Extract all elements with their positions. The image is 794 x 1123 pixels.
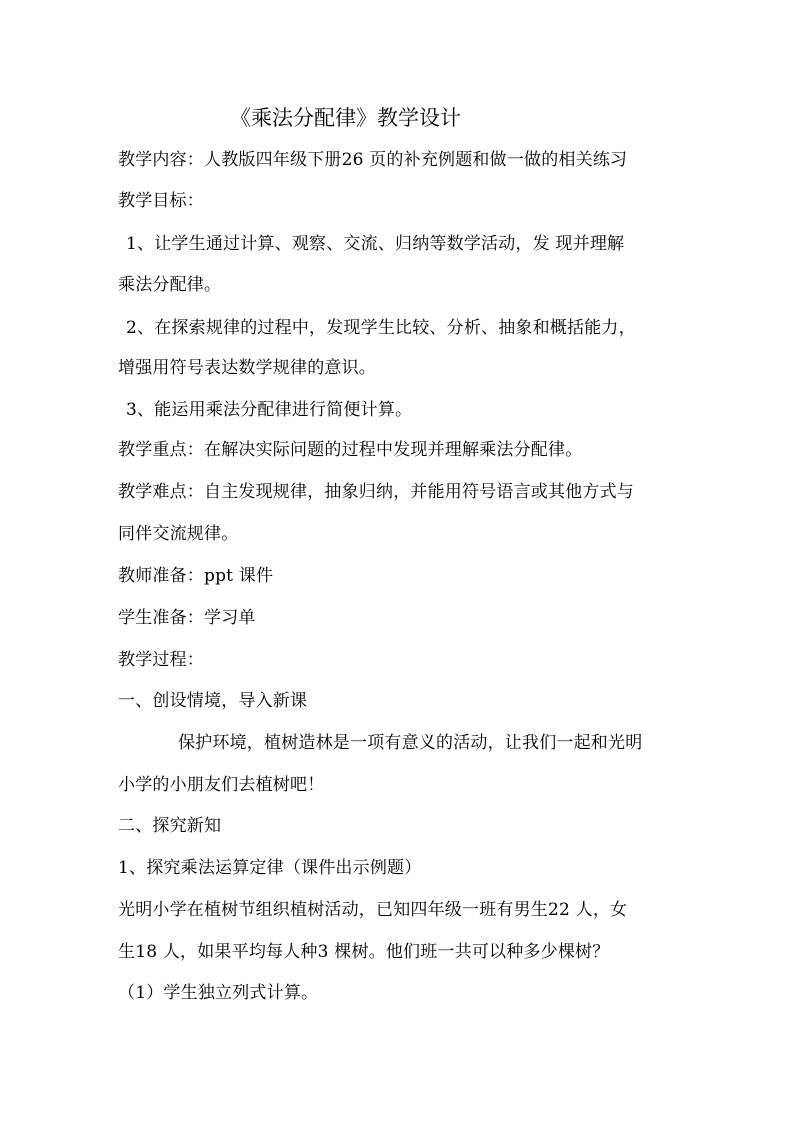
teaching-process-heading: 教学过程： xyxy=(118,650,204,670)
teaching-goals-heading: 教学目标： xyxy=(118,191,204,211)
section-2-heading: 二、探究新知 xyxy=(118,816,222,836)
goal-2-line-2: 增强用符号表达数学规律的意识。 xyxy=(118,358,376,378)
teaching-content: 教学内容：人教版四年级下册26 页的补充例题和做一做的相关练习 xyxy=(118,150,628,170)
intro-paragraph-line-2: 小学的小朋友们去植树吧！ xyxy=(118,775,325,795)
goal-1-line-2: 乘法分配律。 xyxy=(118,275,222,295)
teaching-key-point: 教学重点：在解决实际问题的过程中发现并理解乘法分配律。 xyxy=(118,440,583,460)
example-problem-line-2: 生18 人，如果平均每人种3 棵树。他们班一共可以种多少棵树？ xyxy=(118,942,610,962)
step-1: （1）学生独立列式计算。 xyxy=(118,983,319,1003)
section-1-heading: 一、创设情境，导入新课 xyxy=(118,691,308,711)
subsection-1-heading: 1、探究乘法运算定律（课件出示例题） xyxy=(118,858,422,878)
goal-3: 3、能运用乘法分配律进行简便计算。 xyxy=(126,400,413,420)
example-problem-line-1: 光明小学在植树节组织植树活动，已知四年级一班有男生22 人，女 xyxy=(118,900,628,920)
goal-2-line-1: 2、在探索规律的过程中，发现学生比较、分析、抽象和概括能力， xyxy=(126,318,636,338)
student-preparation: 学生准备：学习单 xyxy=(118,608,256,628)
teaching-difficulty-line-1: 教学难点：自主发现规律，抽象归纳，并能用符号语言或其他方式与 xyxy=(118,482,634,502)
intro-paragraph-line-1: 保护环境，植树造林是一项有意义的活动，让我们一起和光明 xyxy=(178,733,643,753)
teaching-difficulty-line-2: 同伴交流规律。 xyxy=(118,524,239,544)
teacher-preparation: 教师准备：ppt 课件 xyxy=(118,566,274,586)
goal-1-line-1: 1、让学生通过计算、观察、交流、归纳等数学活动，发 现并理解 xyxy=(126,234,625,254)
document-title: 《乘法分配律》教学设计 xyxy=(230,106,461,130)
